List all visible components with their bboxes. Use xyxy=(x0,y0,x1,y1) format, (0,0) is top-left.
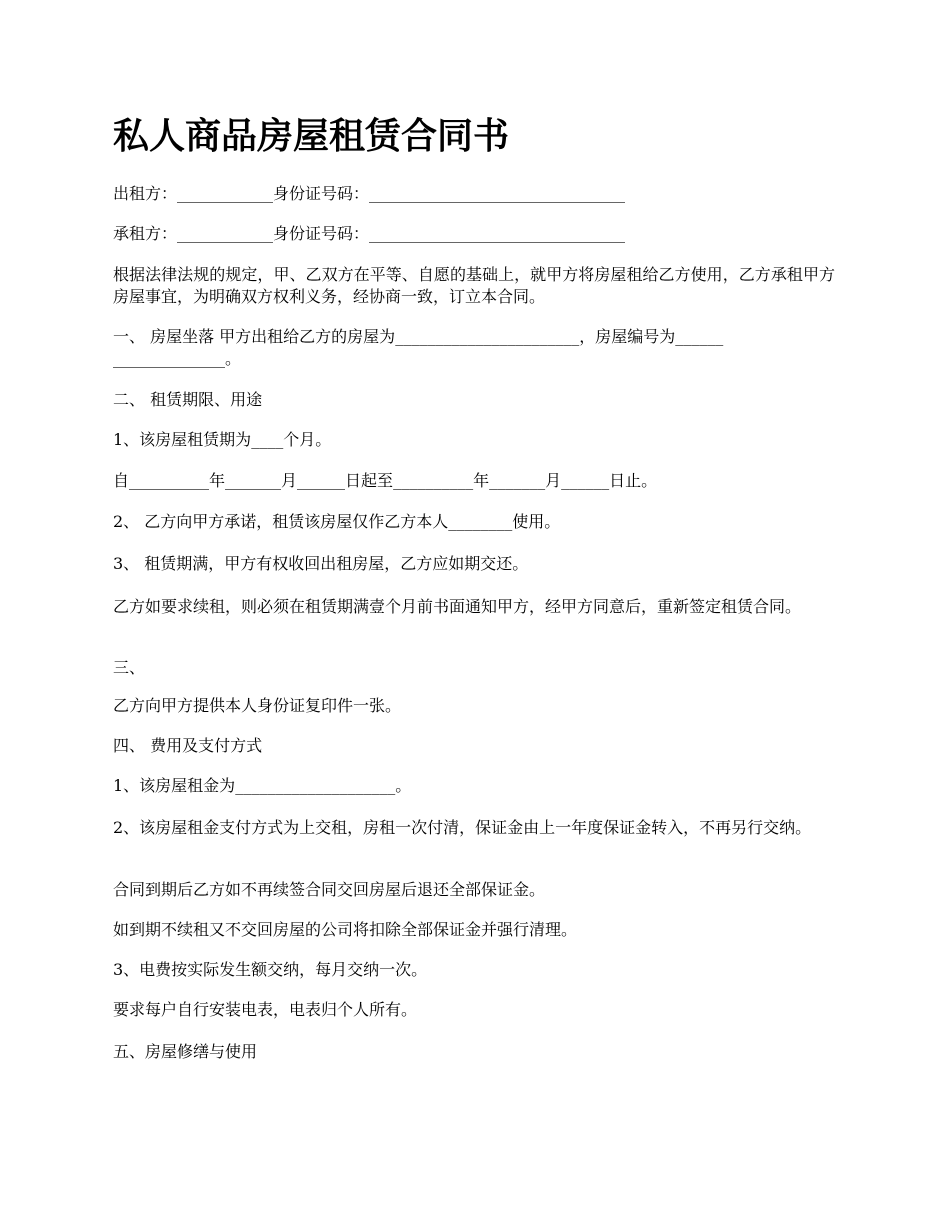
lessor-id-label: 身份证号码： xyxy=(273,184,370,203)
start-day-blank: ______ xyxy=(297,471,346,490)
end-year-blank: __________ xyxy=(393,471,474,490)
usage-line xyxy=(113,511,835,533)
start-month-label: 月 xyxy=(281,471,298,490)
date-from-label: 自 xyxy=(113,471,130,490)
lessee-id-blank: ________________________________ xyxy=(369,224,626,243)
renewal-paragraph: 乙方如要求续租，则必须在租赁期满壹个月前书面通知甲方，经甲方同意后，重新签定租赁合同。 xyxy=(113,597,802,616)
section-3-heading: 三、 xyxy=(113,658,146,677)
start-day-until-label: 日起至 xyxy=(345,471,394,490)
electric-meter-line: 要求每户自行安装电表，电表归个人所有。 xyxy=(113,1000,418,1019)
rent-amount-prefix: 1、该房屋租金为 xyxy=(113,776,236,795)
property-number-blank-continued: ______________ xyxy=(113,349,225,368)
start-month-blank: _______ xyxy=(225,471,282,490)
lessor-id-blank: ________________________________ xyxy=(369,184,626,203)
end-day-label: 日止。 xyxy=(609,471,658,490)
section-1-prefix: 一、 房屋坐落 甲方出租给乙方的房屋为 xyxy=(113,327,396,346)
rent-amount-blank: ____________________ xyxy=(235,776,396,795)
rent-amount-line xyxy=(113,775,835,797)
rent-amount-suffix: 。 xyxy=(395,776,412,795)
payment-method-paragraph: 2、该房屋租金支付方式为上交租，房租一次付清，保证金由上一年度保证金转入，不再另行交纳。 xyxy=(113,818,812,837)
end-month-label: 月 xyxy=(545,471,562,490)
start-year-blank: __________ xyxy=(129,471,210,490)
deposit-refund-line: 合同到期后乙方如不再续签合同交回房屋后退还全部保证金。 xyxy=(113,880,546,899)
lease-term-line xyxy=(113,429,835,451)
lessor-line xyxy=(113,183,835,205)
end-month-blank: _______ xyxy=(489,471,546,490)
lessee-line xyxy=(113,223,835,245)
end-year-label: 年 xyxy=(473,471,490,490)
section-5-heading: 五、房屋修缮与使用 xyxy=(113,1042,258,1061)
id-copy-line: 乙方向甲方提供本人身份证复印件一张。 xyxy=(113,696,402,715)
preamble-paragraph: 根据法律法规的规定，甲、乙双方在平等、自愿的基础上，就甲方将房屋租给乙方使用，乙方承租甲方房屋事宜，为明确双方权利义务，经协商一致，订立本合同。 xyxy=(113,265,835,306)
usage-suffix: 使用。 xyxy=(512,512,561,531)
section-2-heading: 二、 租赁期限、用途 xyxy=(113,390,263,409)
lessor-label: 出租方： xyxy=(113,184,178,203)
electricity-fee-line: 3、电费按实际发生额交纳，每月交纳一次。 xyxy=(113,960,428,979)
usage-prefix: 2、 乙方向甲方承诺，租赁该房屋仅作乙方本人 xyxy=(113,512,449,531)
property-number-blank: ______ xyxy=(675,327,724,346)
lease-term-prefix: 1、该房屋租赁期为 xyxy=(113,430,252,449)
lease-months-blank: ____ xyxy=(251,430,284,449)
property-address-blank: _______________________ xyxy=(395,327,580,346)
lease-expiry-line: 3、 租赁期满，甲方有权收回出租房屋，乙方应如期交还。 xyxy=(113,554,529,573)
section-1-line-2 xyxy=(113,348,835,370)
lessee-name-blank: ____________ xyxy=(177,224,274,243)
lessee-id-label: 身份证号码： xyxy=(273,224,370,243)
deposit-forfeit-line: 如到期不续租又不交回房屋的公司将扣除全部保证金并强行清理。 xyxy=(113,920,578,939)
section-4-heading: 四、 费用及支付方式 xyxy=(113,736,263,755)
section-1-line xyxy=(113,326,835,348)
end-day-blank: ______ xyxy=(561,471,610,490)
start-year-label: 年 xyxy=(209,471,226,490)
section-1-mid: ，房屋编号为 xyxy=(579,327,676,346)
lease-dates-line xyxy=(113,470,835,492)
section-1-end: 。 xyxy=(225,349,242,368)
lessor-name-blank: ____________ xyxy=(177,184,274,203)
lease-term-suffix: 个月。 xyxy=(283,430,332,449)
document-title: 私人商品房屋租赁合同书 xyxy=(113,115,510,157)
lessee-label: 承租方： xyxy=(113,224,178,243)
usage-blank: ________ xyxy=(448,512,513,531)
